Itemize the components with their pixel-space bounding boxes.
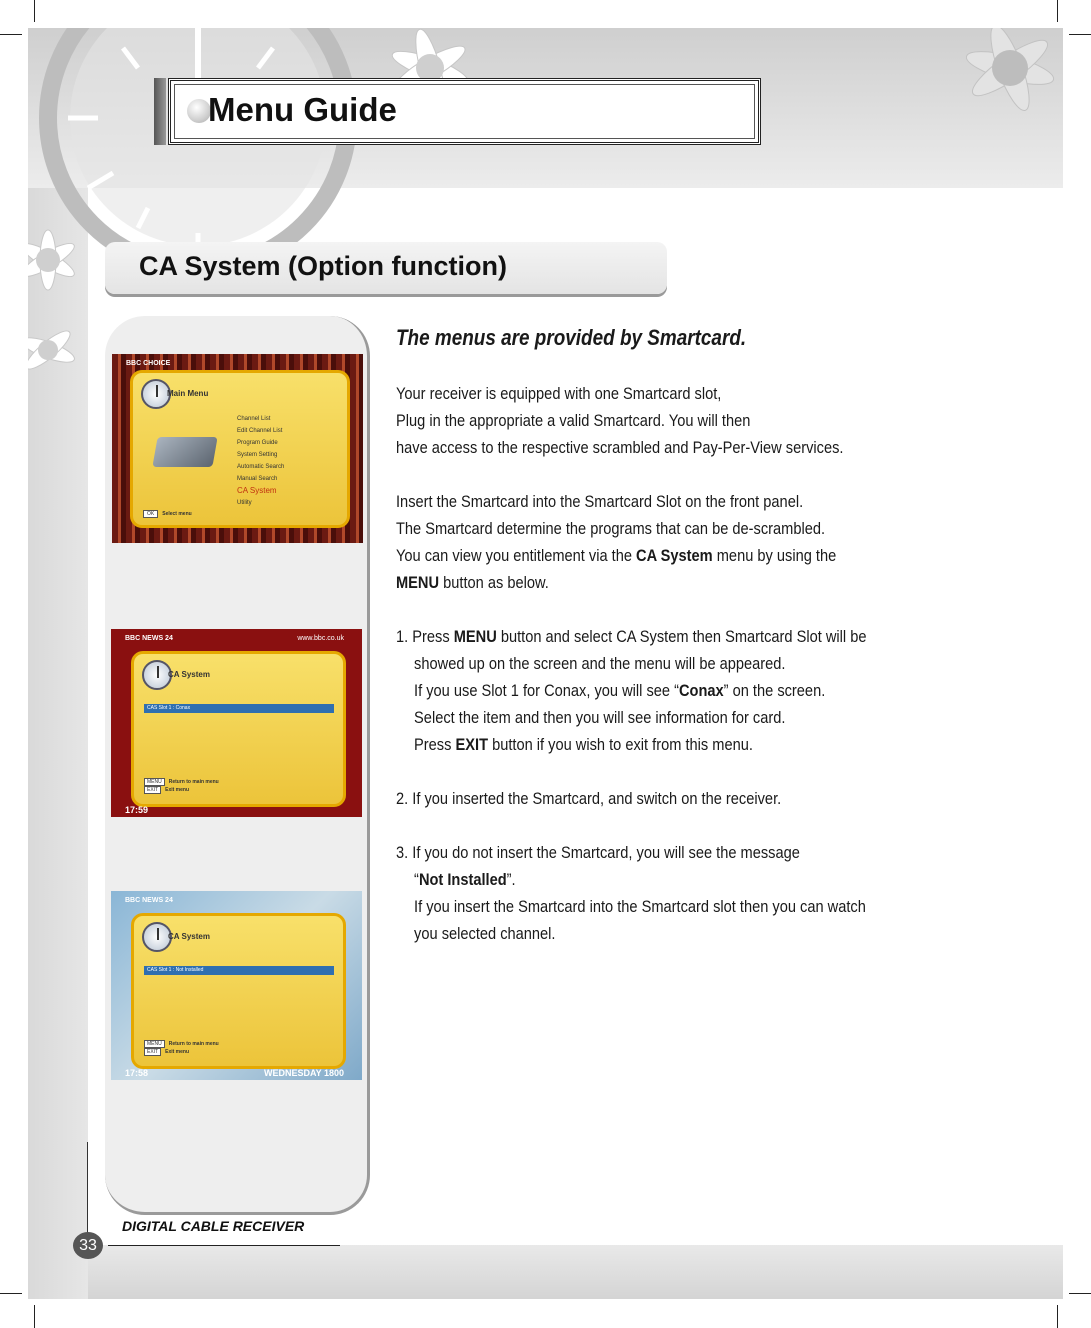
tv-slot-item: CAS Slot 1 : Not Installed: [144, 966, 334, 975]
text-line: The Smartcard determine the programs that can be de-scrambled.: [396, 519, 826, 538]
tv-ok-key: OK: [143, 510, 158, 518]
tv-exit-key: EXIT: [144, 1048, 161, 1056]
text-line: Plug in the appropriate a valid Smartcard. You will then: [396, 411, 751, 430]
step-2: [396, 785, 929, 812]
bold-term: MENU: [453, 627, 497, 646]
tv-menu-title: CA System: [168, 670, 210, 679]
tv-menu-title: Main Menu: [167, 389, 209, 398]
text-line: Insert the Smartcard into the Smartcard Slot on the front panel.: [396, 492, 804, 511]
tv-time: 17:59: [125, 805, 149, 815]
footer-label: DIGITAL CABLE RECEIVER: [122, 1218, 305, 1234]
text-fragment: If you use Slot 1 for Conax, you will see “: [414, 681, 679, 700]
tv-day: WEDNESDAY 1800: [263, 1068, 344, 1078]
tv-menu-window: [131, 651, 346, 807]
tv-time: 17:58: [125, 1068, 149, 1078]
text-fragment: “: [414, 870, 419, 889]
text-fragment: menu by using the: [712, 546, 837, 565]
text-line: 2. If you inserted the Smartcard, and switch on the receiver.: [396, 789, 782, 808]
tv-menu-title: CA System: [168, 932, 210, 941]
tv-menu-item: Edit Channel List: [237, 428, 283, 434]
text-line: Your receiver is equipped with one Smartcard slot,: [396, 384, 722, 403]
text-line: [396, 866, 929, 893]
tv-menu-list: [237, 413, 284, 509]
bold-term: EXIT: [455, 735, 489, 754]
crop-mark: [1069, 34, 1091, 35]
footer-rule: [108, 1245, 340, 1246]
tv-ok-hint: [143, 511, 192, 517]
bold-term: MENU: [396, 573, 440, 592]
text-fragment: button if you wish to exit from this menu.: [488, 735, 753, 754]
text-fragment: ” on the screen.: [723, 681, 826, 700]
screenshot-ca-not-installed: [111, 891, 362, 1080]
tv-menu-item: System Setting: [237, 452, 278, 458]
text-fragment: ”.: [506, 870, 516, 889]
tv-menu-item: Manual Search: [237, 476, 278, 482]
text-line: [396, 623, 929, 650]
crop-mark: [0, 1293, 22, 1294]
channel-logo: BBC CHOICE: [126, 360, 171, 367]
tv-menu-item: Channel List: [237, 416, 271, 422]
text-line: If you insert the Smartcard into the Smartcard slot then you can watch: [414, 897, 866, 916]
step-1: [396, 623, 929, 758]
tv-menu-key-label: Return to main menu: [168, 1041, 219, 1047]
tv-menu-item: Automatic Search: [237, 464, 285, 470]
tv-menu-item-selected: CA System: [237, 486, 277, 495]
bold-term: Conax: [678, 681, 724, 700]
crop-mark: [1069, 1293, 1091, 1294]
text-line: Select the item and then you will see information for card.: [414, 708, 786, 727]
paragraph-insert: [396, 488, 929, 596]
paragraph-intro: [396, 380, 929, 461]
crop-mark: [1057, 0, 1058, 22]
screenshot-ca-conax: [111, 629, 362, 817]
page-title: Menu Guide: [208, 91, 397, 128]
text-line: [396, 677, 929, 704]
text-fragment: button and select CA System then Smartcard Slot will be: [496, 627, 867, 646]
text-fragment: Press: [414, 735, 456, 754]
tv-exit-key-label: Exit menu: [165, 787, 190, 793]
text-fragment: button as below.: [439, 573, 549, 592]
step-3: [396, 839, 929, 947]
tv-menu-window: [130, 370, 350, 528]
tv-exit-key: EXIT: [144, 786, 161, 794]
footer-band: [88, 1245, 1063, 1299]
tv-key-hints: [144, 778, 219, 794]
text-fragment: You can view you entitlement via the: [396, 546, 637, 565]
tv-menu-key-label: Return to main menu: [168, 779, 219, 785]
footer-vertical-rule: [87, 1142, 88, 1242]
sunflower-decoration: [28, 200, 88, 420]
text-line: showed up on the screen and the menu will be appeared.: [414, 654, 786, 673]
page-number: 33: [73, 1232, 103, 1259]
crop-mark: [0, 34, 22, 35]
text-line: [396, 542, 929, 569]
tv-menu-key: MENU: [144, 1040, 165, 1048]
section-title: CA System (Option function): [139, 251, 507, 281]
bold-term: CA System: [636, 546, 713, 565]
tv-menu-item: Program Guide: [237, 440, 278, 446]
tv-menu-item: Utility: [237, 500, 252, 506]
tv-menu-key: MENU: [144, 778, 165, 786]
title-accent-bar: [154, 78, 166, 145]
text-line: have access to the respective scrambled and Pay-Per-View services.: [396, 438, 844, 457]
channel-logo-text: BBC NEWS 24: [125, 635, 173, 642]
text-fragment: 1. Press: [396, 627, 454, 646]
crop-mark: [1057, 1305, 1058, 1328]
text-line: you selected channel.: [414, 924, 556, 943]
tv-exit-key-label: Exit menu: [165, 1049, 190, 1055]
text-line: [396, 731, 929, 758]
bold-term: Not Installed: [418, 870, 507, 889]
channel-logo: [111, 629, 362, 651]
lead-heading: The menus are provided by Smartcard.: [396, 325, 747, 350]
text-line: [396, 569, 929, 596]
text-line: 3. If you do not insert the Smartcard, you will see the message: [396, 843, 800, 862]
tv-slot-item: CAS Slot 1 : Conax: [144, 704, 334, 713]
screenshot-main-menu: [112, 354, 363, 543]
sunflower-decoration: [920, 28, 1063, 138]
tv-menu-window: [131, 913, 346, 1069]
receiver-icon: [152, 437, 217, 467]
crop-mark: [34, 1305, 35, 1328]
tv-ok-label: Select menu: [162, 511, 192, 517]
crop-mark: [34, 0, 35, 22]
website-text: www.bbc.co.uk: [297, 635, 344, 642]
channel-logo: BBC NEWS 24: [125, 897, 173, 904]
body-text: [396, 324, 929, 974]
tv-key-hints: [144, 1040, 219, 1056]
